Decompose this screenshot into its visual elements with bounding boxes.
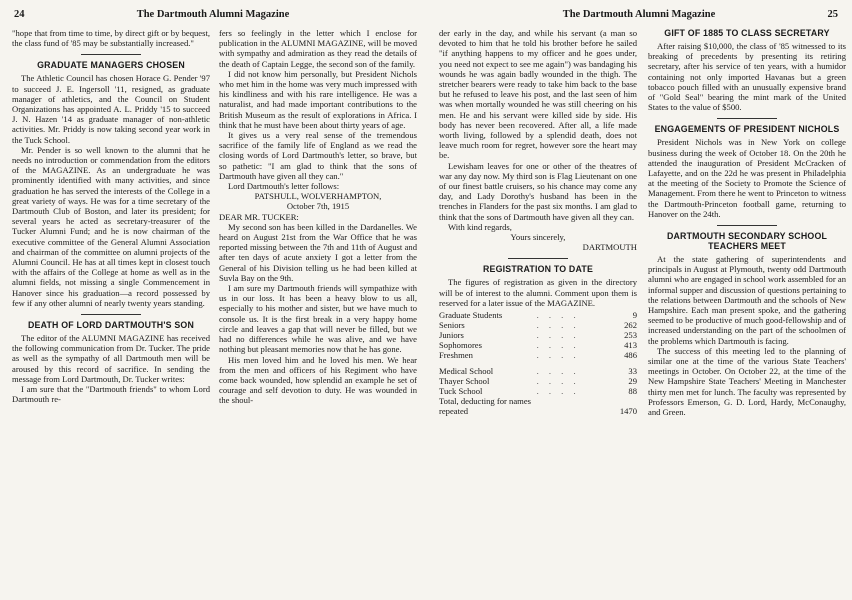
leader-dots: . . . . [536, 340, 580, 351]
right-column-1 [439, 28, 637, 596]
row-label: Freshmen [439, 350, 473, 361]
engagements-heading: ENGAGEMENTS OF PRESIDENT NICHOLS [654, 124, 840, 135]
section-divider [81, 54, 141, 55]
letter-signoff: Yours sincerely, [510, 232, 566, 243]
right-column-2 [648, 28, 846, 596]
engagements-paragraph: President Nichols was in New York on college business during the week of October 18. On the 20th he attended the inauguration of President McCracken of Lafayette, and on the 22d he was present in Philadelphia at the meeting of the Society to Promote the Science of Management. From there he went to Princeton to witness the Dartmouth-Princeton football game, returning to Hanover on the 24th. [648, 137, 846, 219]
registration-heading: REGISTRATION TO DATE [482, 264, 594, 275]
row-value: 88 [628, 386, 637, 397]
leader-dots: . . . . [536, 386, 580, 397]
table-row [439, 310, 637, 320]
death-intro-paragraph: The editor of the ALUMNI MAGAZINE has received the following communication from Dr. Tucker. The pride as well as the sympathy of all Dartmouth men will be aroused by this record of sacrifice. In sending the message from Lord Dartmouth, Dr. Tucker writes: [12, 333, 210, 384]
table-row [439, 350, 637, 360]
section-divider [717, 225, 777, 226]
leader-dots: . . . . [536, 310, 580, 321]
row-value: 413 [624, 340, 637, 351]
tucker-letter-start: I am sure that the "Dartmouth friends" to whom Lord Dartmouth re- [12, 384, 210, 405]
letter-paragraph-2: I am sure my Dartmouth friends will sympathize with us in our loss. It has been a heavy blow to us all, especially to his mother and sister, but we have much to console us. It is the first break in a very happy home circle and leaves a gap that will never be filled, but we had no differences while he was alive, and we have nothing but pleasant memories now that he has gone. [219, 283, 417, 355]
teachers-heading: DARTMOUTH SECONDARY SCHOOL TEACHERS MEET [666, 231, 828, 252]
letter-paragraph-3: His men loved him and he loved his men. We hear from the men and officers of his Regiment who have come back wounded, how splendid an example he set of courage and self devotion to duty. He was wounded in the shoul- [219, 354, 417, 406]
row-value: 9 [632, 310, 637, 321]
letter-dateline-place: PATSHULL, WOLVERHAMPTON, [254, 191, 382, 202]
letter-paragraph-1: My second son has been killed in the Dardanelles. We heard on August 21st from the War Office that he was reported missing between the 7th and 11th of August and after ten days of acute anxiety I got a letter from the General of his Division telling us he had been killed at Suvla Bay on the 9th. [219, 221, 417, 283]
nichols-paragraph: I did not know him personally, but President Nichols who met him in the home was very much impressed with his kindliness and with his rare intelligence. He was a naturalist, and had made important contributions to the British Museum as the result of explorations in Africa. I think that he must have been about thirty years of age. [219, 68, 417, 130]
left-page-number: 24 [14, 9, 25, 20]
right-page-title: The Dartmouth Alumni Magazine [562, 9, 716, 20]
letter-follows-line: Lord Dartmouth's letter follows: [228, 181, 340, 192]
teachers-paragraph-2: The success of this meeting led to the planning of similar one at the time of the various State Teachers' meetings in October. On October 22, at the time of the New Hampshire State Teachers' Meeting in Manchester thirty men met for lunch. The faculty was represented by Professors Emerson, G. D. Lord, Hardy, McConaughy, and Green. [648, 345, 846, 418]
leader-dots: . . . . [536, 376, 580, 387]
section-divider [717, 118, 777, 119]
section-divider [508, 258, 568, 259]
right-page [426, 0, 852, 600]
left-page-title: The Dartmouth Alumni Magazine [136, 9, 290, 20]
gift-heading: GIFT OF 1885 TO CLASS SECRETARY [664, 28, 830, 38]
row-label: Sophomores [439, 340, 482, 351]
letter-salutation: DEAR MR. TUCKER: [219, 211, 299, 222]
letter-continued-paragraph: der early in the day, and while his servant (a man so devoted to him that he told his brother before he sailed "if anything happens to my officer and he goes under, you need not expect to see me again") was bandaging his wounds he was again badly wounded in the thigh. The stretcher bearers were ready to take him back to the base but he refused to leave his post, and the last seen of him was when mortally wounded he was still cheering on his men. He and his servant were killed side by side. His body has never been recovered. After all, a life made worth living, followed by a splendid death, does not leave much room for regret, however sore the heart may be. [439, 28, 637, 161]
table-row [439, 406, 637, 416]
row-value: 253 [624, 330, 637, 341]
row-label: Seniors [439, 320, 465, 331]
graduate-managers-heading: GRADUATE MANAGERS CHOSEN [37, 60, 185, 71]
leader-dots: . . . . [536, 366, 580, 377]
right-page-number: 25 [827, 9, 838, 20]
row-value: 33 [628, 366, 637, 377]
left-column-2 [219, 28, 417, 596]
row-value: 29 [628, 376, 637, 387]
table-row [439, 340, 637, 350]
registration-table [439, 310, 637, 416]
row-value: 486 [624, 350, 637, 361]
tucker-letter-continued: fers so feelingly in the letter which I enclose for publication in the ALUMNI MAGAZINE, will be moved with sympathy and admiration as they read the details of the death of Captain Legge, the second son of the family. [219, 28, 417, 69]
letter-signature: DARTMOUTH [582, 242, 637, 253]
leader-dots: . . . . [536, 350, 580, 361]
right-page-header [440, 8, 838, 22]
leader-dots: . . . . [536, 320, 580, 331]
table-row [439, 330, 637, 340]
total-value: 1470 [619, 406, 637, 417]
section-divider [81, 314, 141, 315]
row-label: Graduate Students [439, 310, 503, 321]
table-row [439, 376, 637, 386]
registration-intro: The figures of registration as given in the directory will be of interest to the alumni. Comment upon them is reserved for a later issue of the MAGAZINE. [439, 277, 637, 308]
row-value: 262 [624, 320, 637, 331]
row-label: Thayer School [439, 376, 490, 387]
total-label-1: Total, deducting for names [439, 396, 531, 407]
teachers-paragraph-1: At the state gathering of superintendents and principals in August at Plymouth, twenty odd Dartmouth alumni who are engaged in school work assembled for an informal supper and discussion of questions pertaining to the relations between Dartmouth and the schools of New Hampshire. Each man present spoke, and the gathering seemed to be productive of much good-fellowship and of increased understanding on the part of the schoolmen of the problems which Dartmouth is facing. [648, 254, 846, 346]
table-row [439, 320, 637, 330]
left-page-header [14, 8, 412, 22]
letter-closing: With kind regards, [448, 221, 512, 232]
pender-paragraph: Mr. Pender is so well known to the alumni that he needs no introduction or commendation from the editors of the MAGAZINE. As an undergraduate he was prominently identified with many activities, and since graduation he has served the interests of the College in a great variety of ways. He was for a time secretary of the Dartmouth Club of Boston, and later its president; for several years he acted as secretary-treasurer of the Tucker Alumni Fund; and he is now chairman of the executive committee of the General Alumni Association and chairman of the committee on alumni projects of the Alumni Council. He has at all times kept in closest touch with the affairs of the College at home as well as in the alumni fields, not missing a single Commencement in Hanover since his graduation—a record possessed by few if any other alumni of nearly twenty years standing. [12, 144, 210, 308]
lord-dartmouth-heading: DEATH OF LORD DARTMOUTH'S SON [27, 320, 195, 331]
row-label: Tuck School [439, 386, 483, 397]
left-column-1 [12, 28, 210, 596]
row-label: Medical School [439, 366, 494, 377]
leader-dots: . . . . [536, 330, 580, 341]
letter-dateline-date: October 7th, 1915 [286, 201, 350, 212]
total-label-2: repeated [439, 406, 469, 417]
carryover-text: "hope that from time to time, by direct gift or by bequest, the class fund of '85 may be substantially increased." [12, 28, 210, 49]
table-row [439, 396, 637, 406]
sacrifice-paragraph: It gives us a very real sense of the tremendous sacrifice of the family life of England as we read the closing words of Lord Dartmouth's letter, so brave, but so pathetic: "I am glad to think that the sons of Dartmouth have given all they can." [219, 130, 417, 181]
row-label: Juniors [439, 330, 464, 341]
table-row [439, 386, 637, 396]
gift-paragraph: After raising $10,000, the class of '85 witnessed to its breaking of precedents by presenting its retiring secretary, after his service of ten years, with a humidor containing not only imported Havanas but a green tobacco pouch filled with an unusually expensive brand of "Gold Seal" bearing the mint mark of the United States to the value of $500. [648, 41, 846, 113]
lewisham-paragraph: Lewisham leaves for one or other of the theatres of war any day now. My third son is Flag Lieutenant on one of our finest battle cruisers, so his chance may come any day, and Lady Dorothy's husband has been in the trenches in Flanders for the past six months. I am glad to think that the sons of Dartmouth have given all they can. [439, 160, 637, 222]
table-row [439, 366, 637, 376]
graduate-managers-paragraph: The Athletic Council has chosen Horace G. Pender '97 to succeed J. E. Ingersoll '11, resigned, as graduate manager of athletics, and the Council on Student Organizations has appointed A. L. Priddy '15 to succeed J. N. Hazen '14 as graduate manager of non-athletic activities. Mr. Priddy is now taking second year work in the Tuck School. [12, 73, 210, 145]
